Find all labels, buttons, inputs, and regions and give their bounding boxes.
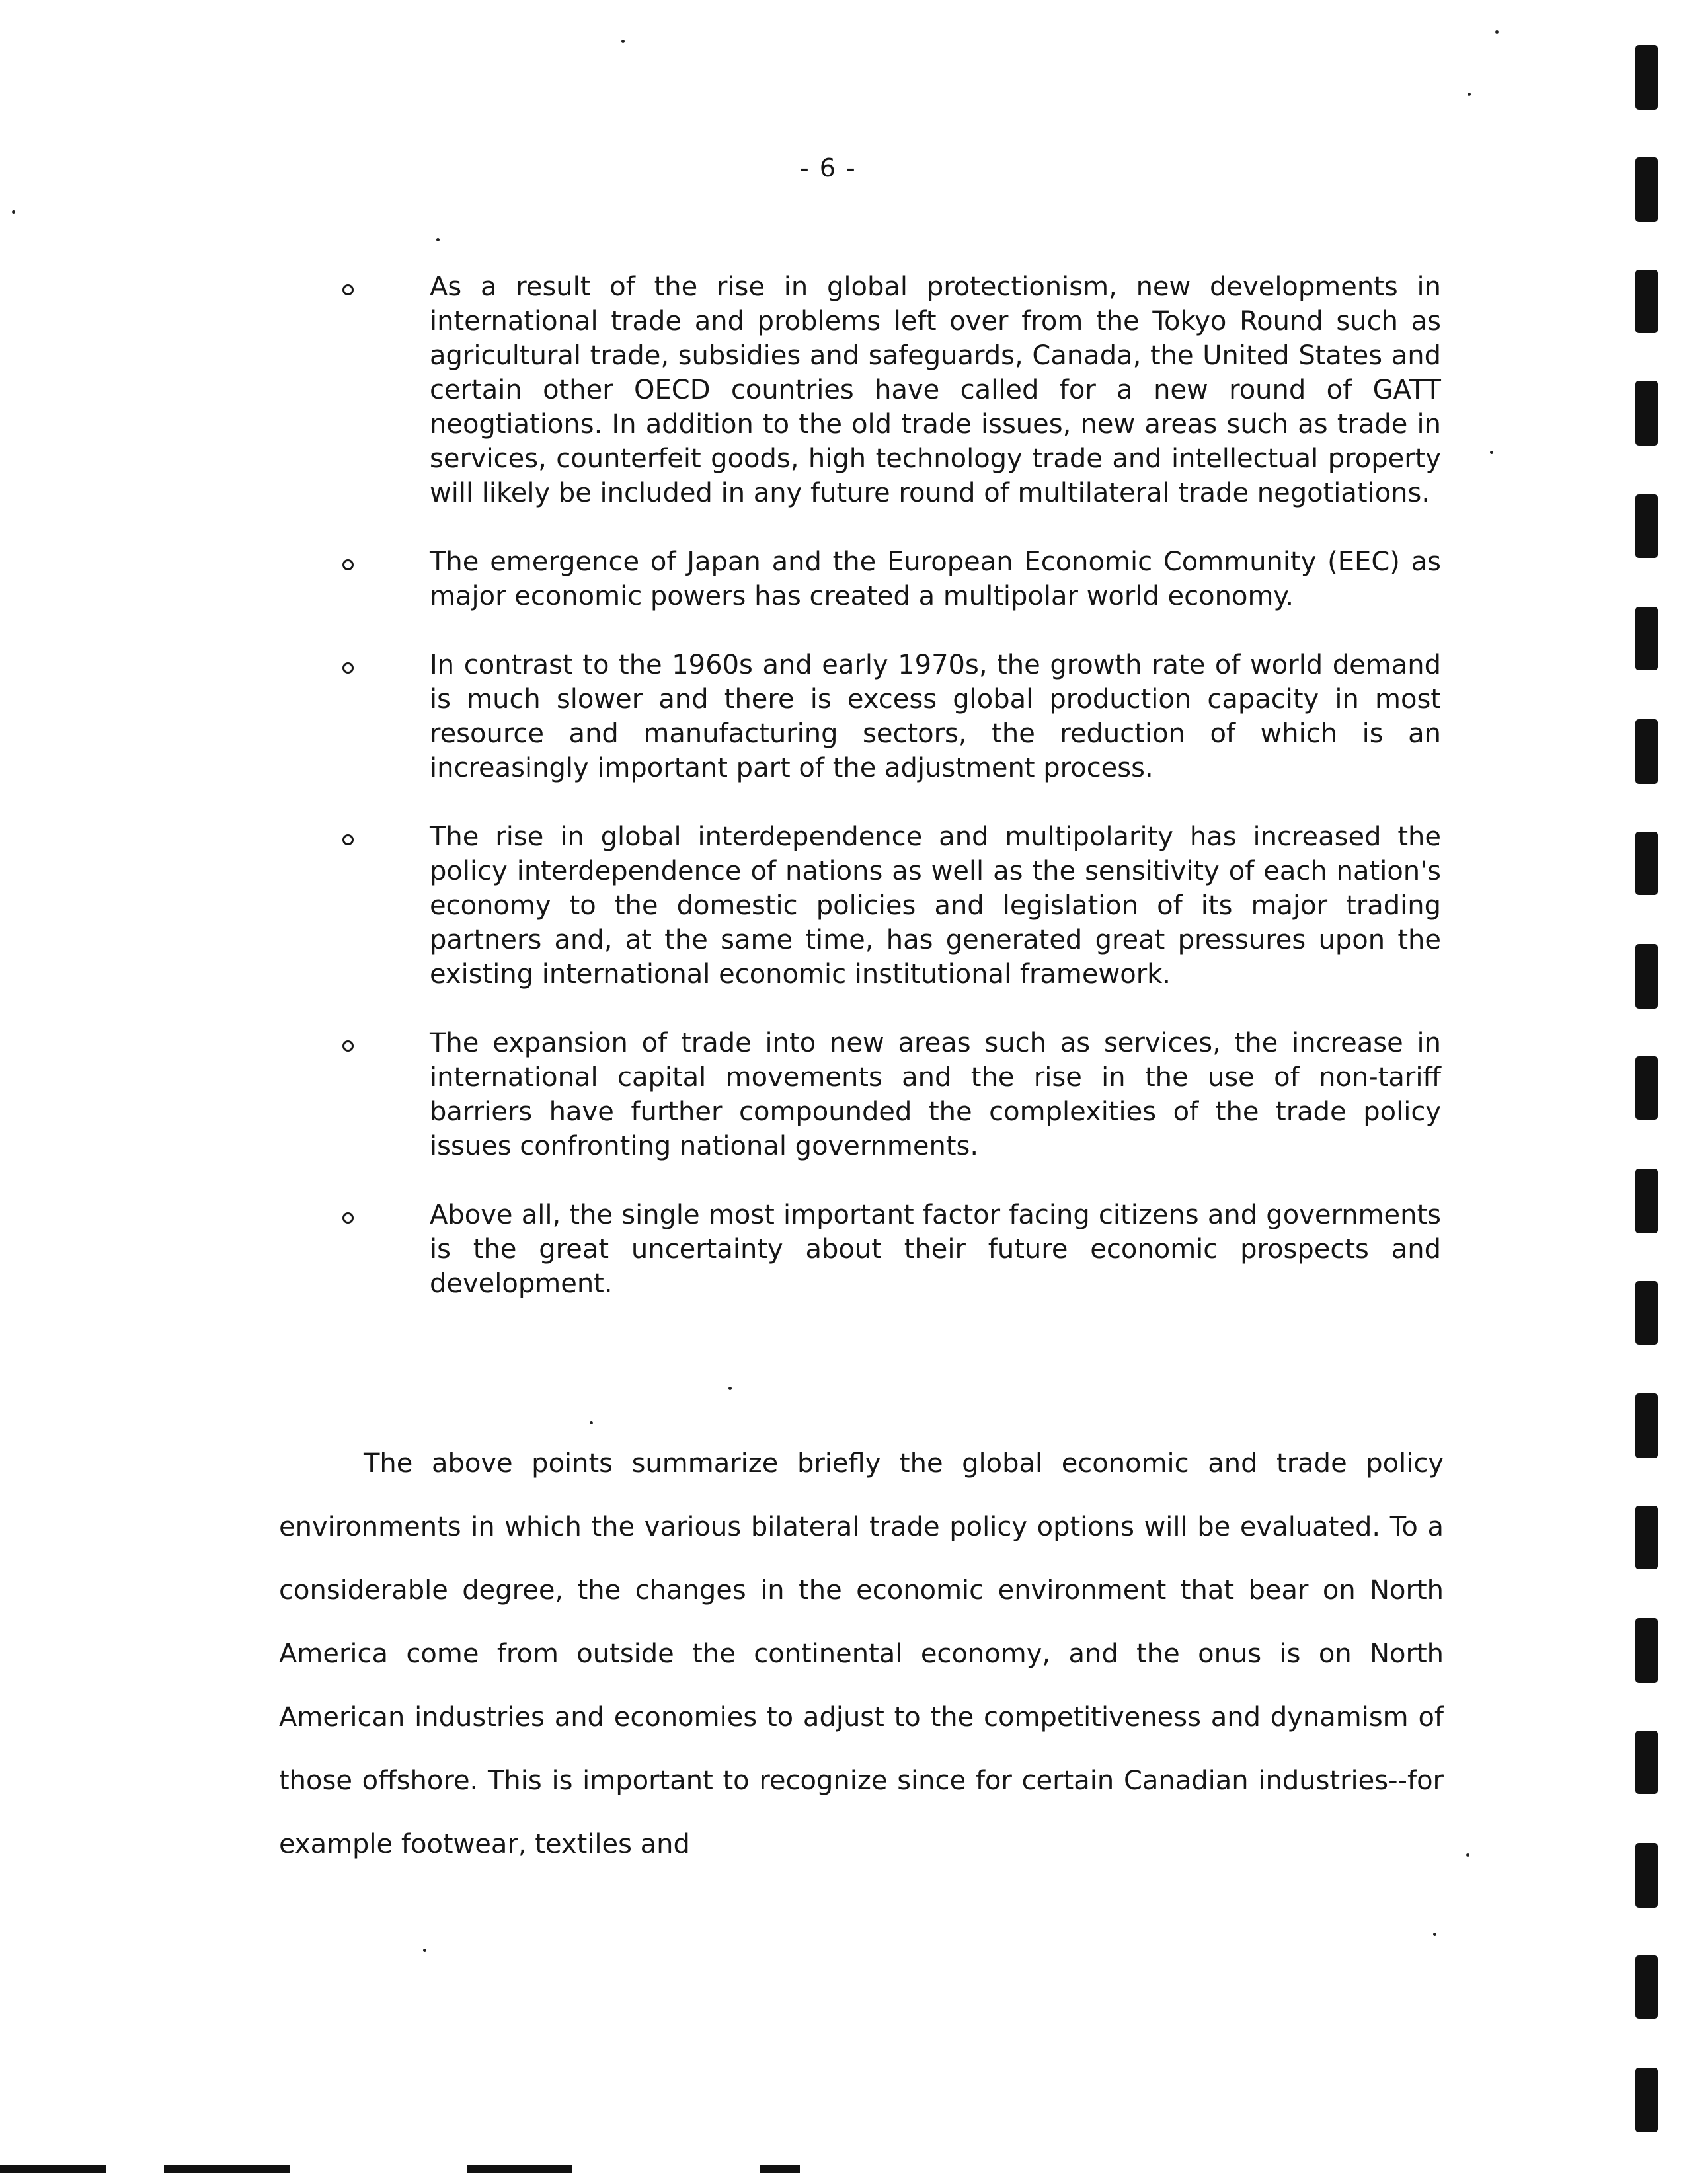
edge-mark (1635, 1056, 1658, 1120)
bullet-marker-icon (342, 1212, 354, 1224)
bullet-item (331, 820, 1441, 992)
edge-mark (1635, 494, 1658, 558)
bullet-text: The emergence of Japan and the European Economic Community (EEC) as major economic powers has created a multipolar world economy. (430, 547, 1441, 611)
scan-speck (436, 238, 440, 241)
edge-mark (1635, 1393, 1658, 1458)
scan-speck (1468, 93, 1471, 96)
scan-speck (12, 210, 15, 214)
edge-mark (1635, 381, 1658, 446)
scan-speck (1466, 1853, 1469, 1857)
scan-speck (1495, 30, 1499, 34)
bullet-text: As a result of the rise in global protectionism, new developments in international trade and problems left over from the Tokyo Round such as agricultural trade, subsidies and safeguards, Canada, the United States and certain other OECD countries have called for a new round of GATT neogtiations. In addition to the old trade issues, new areas such as trade in services, counterfeit goods, high technology trade and intellectual property will likely be included in any future round of multilateral trade negotiations. (430, 272, 1441, 508)
bullet-text: The expansion of trade into new areas such as services, the increase in international capital movements and the rise in the use of non-tariff barriers have further compounded the complexities of the trade policy issues confronting national governments. (430, 1028, 1441, 1161)
edge-mark (1635, 1506, 1658, 1569)
bullet-list (331, 270, 1441, 1301)
scan-speck (621, 40, 625, 43)
edge-mark (1635, 1843, 1658, 1908)
edge-mark (1635, 944, 1658, 1009)
edge-mark (1635, 2068, 1658, 2132)
bullet-text: In contrast to the 1960s and early 1970s, the growth rate of world demand is much slower and there is excess global production capacity in most resource and manufacturing sectors, the reduction of which is an increasingly important part of the adjustment process. (430, 650, 1441, 783)
scan-speck (1490, 451, 1493, 454)
bullet-item (331, 1026, 1441, 1163)
bullet-item (331, 545, 1441, 613)
edge-mark (1635, 1731, 1658, 1794)
bullet-item (331, 1198, 1441, 1301)
scan-speck (590, 1421, 593, 1424)
edge-mark (1635, 157, 1658, 222)
scan-edge-marks (1617, 0, 1683, 2184)
edge-mark (1635, 1618, 1658, 1683)
edge-mark (1635, 832, 1658, 895)
body-paragraph: The above points summarize briefly the global economic and trade policy environments in which the various bilateral trade policy options will be evaluated. To a considerable degree, the changes in the economic environment that bear on North America come from outside the continental economy, and the onus is on North American industries and economies to adjust to the competitiveness and dynamism of those offshore. This is important to recognize since for certain Canadian industries--for example footwear, textiles and (279, 1448, 1444, 1859)
edge-mark (1635, 1955, 1658, 2019)
scan-speck (423, 1949, 426, 1952)
bullet-marker-icon (342, 662, 354, 674)
scan-bottom-rule (467, 2165, 572, 2173)
bullet-marker-icon (342, 559, 354, 570)
bullet-text: Above all, the single most important factor facing citizens and governments is the great uncertainty about their future economic prospects and development. (430, 1200, 1441, 1299)
scan-speck (1433, 1933, 1436, 1936)
scan-bottom-rule (0, 2165, 106, 2173)
bullet-text: The rise in global interdependence and multipolarity has increased the policy interdependence of nations as well as the sensitivity of each nation's economy to the domestic policies and legislation of its major trading partners and, at the same time, has generated great pressures upon the existing international economic institutional framework. (430, 822, 1441, 990)
edge-mark (1635, 1169, 1658, 1233)
edge-mark (1635, 607, 1658, 670)
bullet-marker-icon (342, 1040, 354, 1052)
edge-mark (1635, 45, 1658, 110)
scan-speck (728, 1387, 732, 1390)
bullet-item (331, 648, 1441, 785)
edge-mark (1635, 719, 1658, 784)
edge-mark (1635, 1281, 1658, 1345)
bullet-marker-icon (342, 284, 354, 295)
bullet-marker-icon (342, 834, 354, 845)
edge-mark (1635, 270, 1658, 333)
scan-bottom-rule (760, 2165, 800, 2173)
scan-bottom-rule (164, 2165, 290, 2173)
bullet-item (331, 270, 1441, 510)
page-number: - 6 - (800, 153, 857, 182)
